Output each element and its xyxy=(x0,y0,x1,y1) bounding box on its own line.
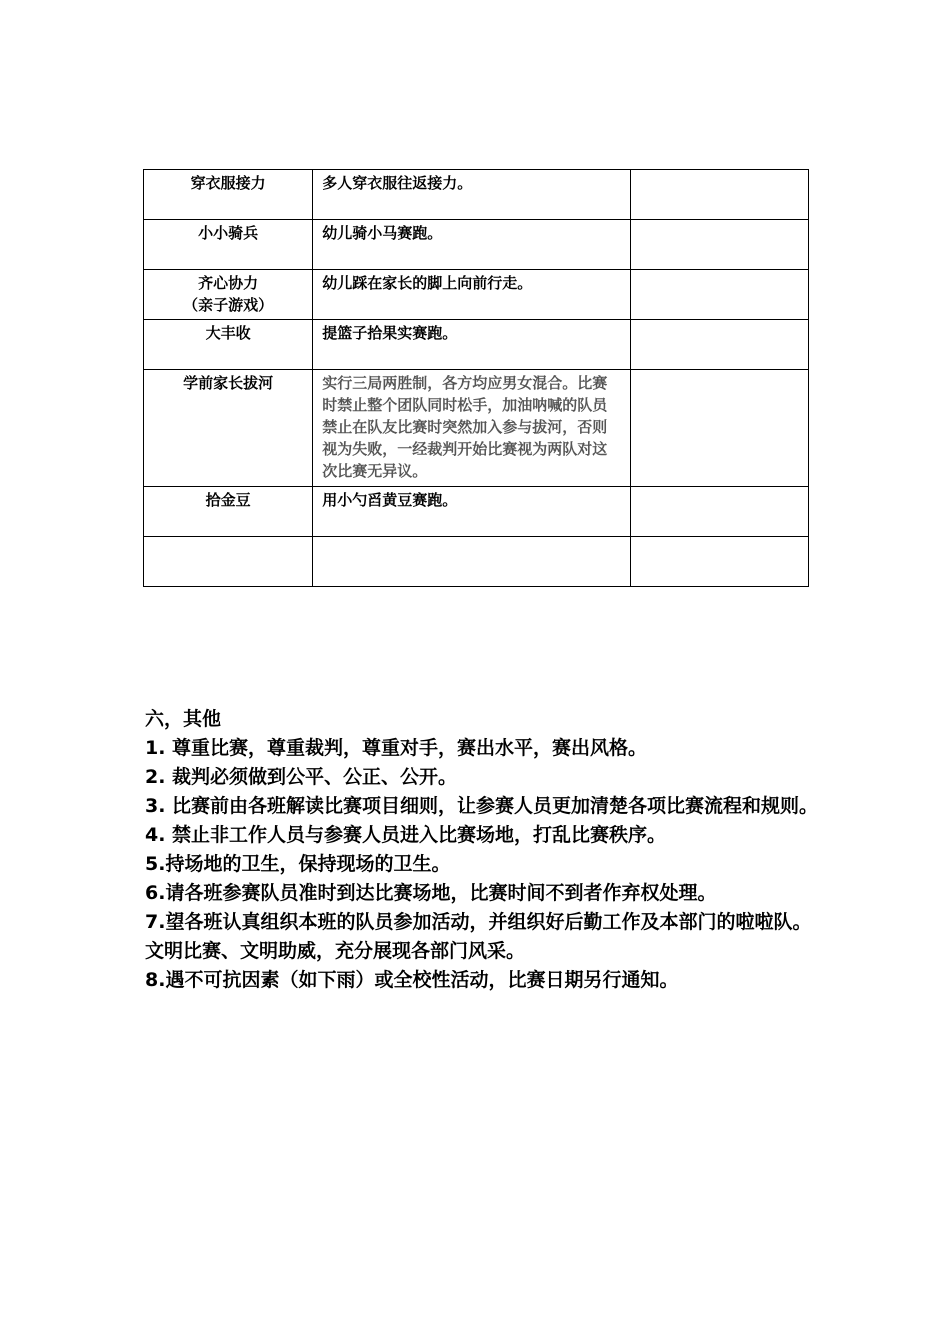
event-description: 幼儿骑小马赛跑。 xyxy=(313,220,630,270)
event-extra-cell xyxy=(630,537,808,587)
event-name-cell xyxy=(144,487,313,537)
event-description: 提篮子拾果实赛跑。 xyxy=(313,320,630,370)
table-row xyxy=(144,270,809,320)
event-name-cell xyxy=(144,170,313,220)
event-name: 小小骑兵 xyxy=(198,224,259,242)
event-extra-cell xyxy=(630,220,808,270)
event-description: 用小勺舀黄豆赛跑。 xyxy=(313,487,630,537)
event-description xyxy=(313,537,630,587)
event-name-main: 齐心协力 xyxy=(198,274,259,292)
event-extra-cell xyxy=(630,320,808,370)
list-item: 6.请各班参赛队员准时到达比赛场地，比赛时间不到者作弃权处理。 xyxy=(145,882,717,904)
list-item: 8.遇不可抗因素（如下雨）或全校性活动，比赛日期另行通知。 xyxy=(145,969,679,991)
table-row xyxy=(144,370,809,487)
list-item: 4. 禁止非工作人员与参赛人员进入比赛场地，打乱比赛秩序。 xyxy=(145,824,667,846)
list-item: 7.望各班认真组织本班的队员参加活动，并组织好后勤工作及本部门的啦啦队。文明比赛、文明助威，充分展现各部门风采。 xyxy=(145,911,812,962)
other-section xyxy=(145,705,825,995)
rules-list xyxy=(145,734,825,995)
event-name-cell xyxy=(144,370,313,487)
event-name: 大丰收 xyxy=(205,324,251,342)
table-row xyxy=(144,220,809,270)
event-description: 幼儿踩在家长的脚上向前行走。 xyxy=(313,270,630,320)
event-extra-cell xyxy=(630,370,808,487)
event-name xyxy=(153,272,303,316)
list-item: 1. 尊重比赛，尊重裁判，尊重对手，赛出水平，赛出风格。 xyxy=(145,737,648,759)
list-item: 2. 裁判必须做到公平、公正、公开。 xyxy=(145,766,458,788)
event-name: 学前家长拔河 xyxy=(183,374,274,392)
event-extra-cell xyxy=(630,270,808,320)
table-row xyxy=(144,487,809,537)
event-name: 拾金豆 xyxy=(205,491,251,509)
events-table xyxy=(143,169,809,587)
table-row xyxy=(144,320,809,370)
section-title: 六，其他 xyxy=(145,708,222,730)
event-extra-cell xyxy=(630,170,808,220)
table-row xyxy=(144,170,809,220)
list-item: 3. 比赛前由各班解读比赛项目细则，让参赛人员更加清楚各项比赛流程和规则。 xyxy=(145,795,819,817)
event-name-cell xyxy=(144,320,313,370)
list-item: 5.持场地的卫生，保持现场的卫生。 xyxy=(145,853,451,875)
event-extra-cell xyxy=(630,487,808,537)
event-description: 实行三局两胜制，各方均应男女混合。比赛时禁止整个团队同时松手，加油呐喊的队员禁止在队友比赛时突然加入参与拔河，否则视为失败，一经裁判开始比赛视为两队对这次比赛无异议。 xyxy=(313,370,630,487)
table-row xyxy=(144,537,809,587)
event-description: 多人穿衣服往返接力。 xyxy=(313,170,630,220)
event-name: 穿衣服接力 xyxy=(190,174,266,192)
event-name-cell xyxy=(144,220,313,270)
event-name-subtitle: （亲子游戏） xyxy=(183,296,274,314)
event-name-cell xyxy=(144,537,313,587)
event-name-cell xyxy=(144,270,313,320)
